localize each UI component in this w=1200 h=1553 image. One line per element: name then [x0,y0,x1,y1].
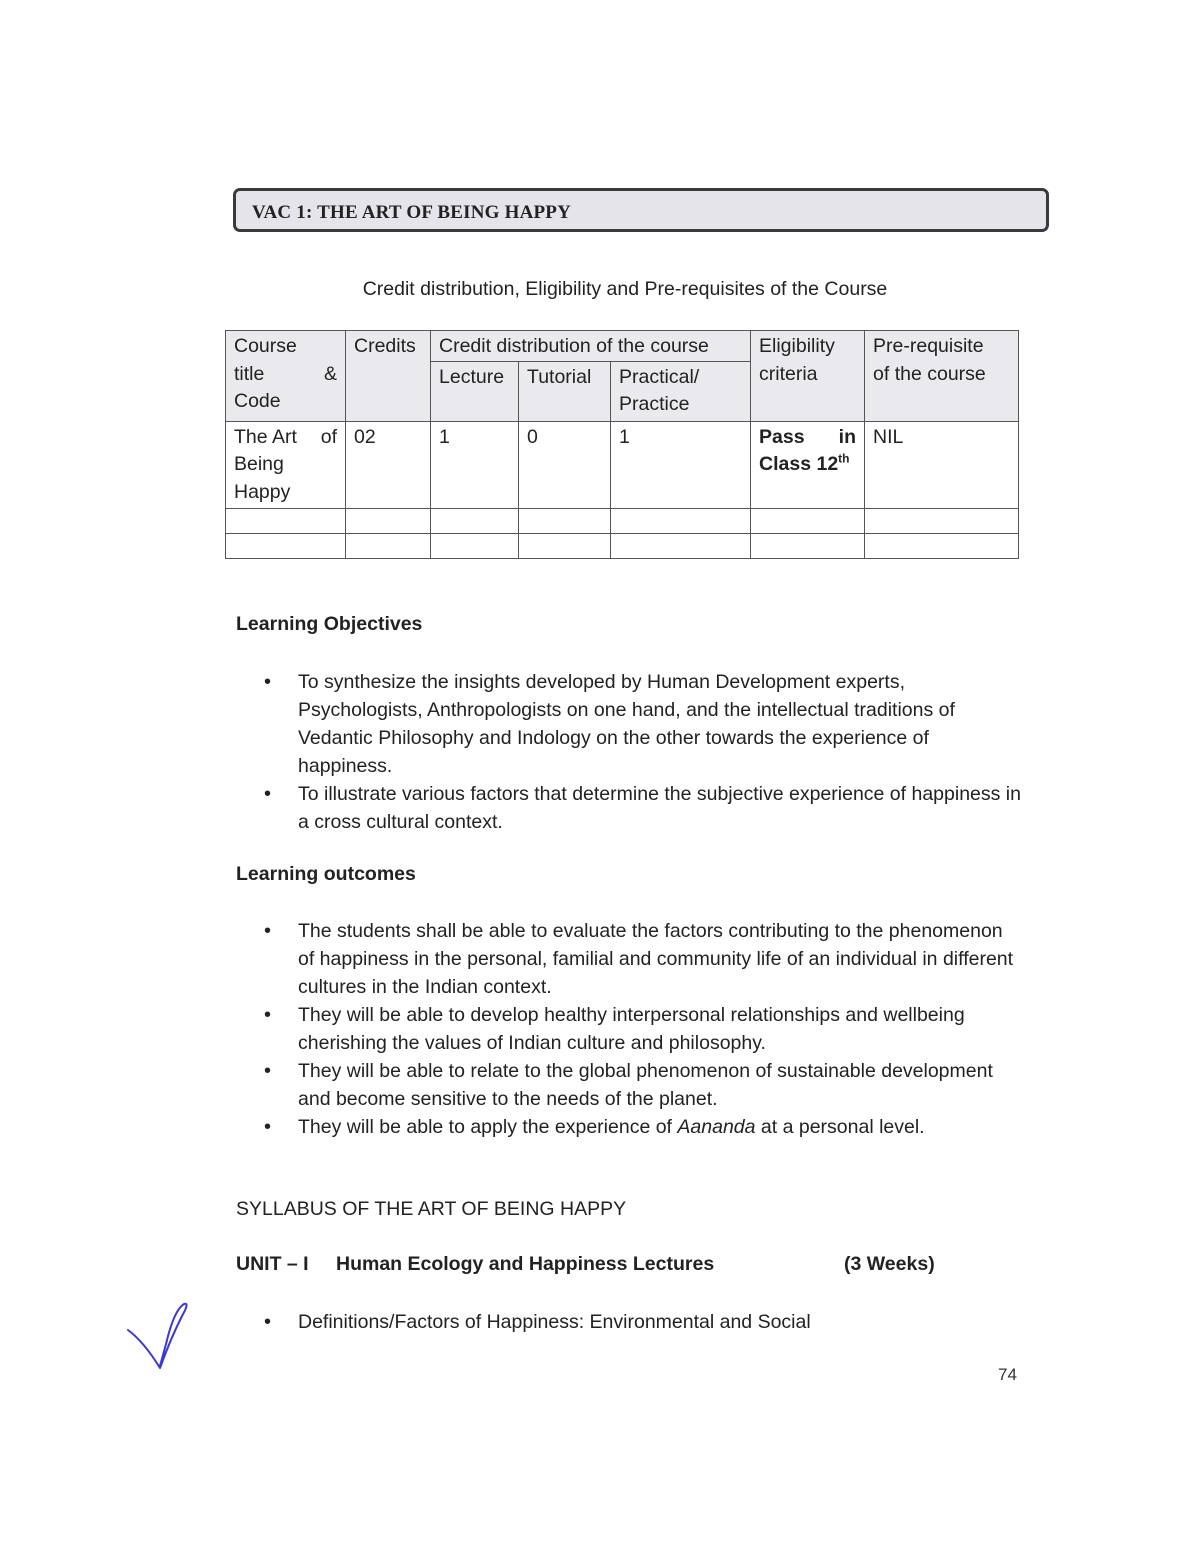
cell-tutorial: 0 [519,421,611,509]
unit-topics-list [264,1308,1024,1336]
unit-duration: (3 Weeks) [844,1253,935,1275]
syllabus-title: SYLLABUS OF THE ART OF BEING HAPPY [236,1198,627,1220]
table-row-empty [226,534,1019,559]
list-item: • They will be able to apply the experience of Aananda at a personal level. [264,1113,1024,1141]
header-eligibility: Eligibility criteria [751,331,865,422]
cell-prerequisite: NIL [865,421,1019,509]
list-item: • They will be able to develop healthy interpersonal relationships and wellbeing cherishing the values of Indian culture and philosophy. [264,1001,1024,1057]
list-item: • They will be able to relate to the global phenomenon of sustainable development and become sensitive to the needs of the planet. [264,1057,1024,1113]
learning-outcomes-heading: Learning outcomes [236,863,416,885]
cell-lecture: 1 [431,421,519,509]
cell-course-title: The Art of Being Happy [226,421,346,509]
table-header-row [226,331,1019,362]
header-credit-distribution: Credit distribution of the course [431,331,751,362]
table-caption: Credit distribution, Eligibility and Pre-requisites of the Course [362,278,888,300]
course-title-box [233,188,1049,232]
header-course-title: Course title & Code [226,331,346,422]
unit-title: Human Ecology and Happiness Lectures [336,1253,715,1275]
list-item: • To synthesize the insights developed by Human Development experts, Psychologists, Anthropologists on one hand, and the intellectual traditions of Vedantic Philosophy and Indology on the other towards the experience of happiness. [264,668,1024,780]
learning-outcomes-list [264,917,1024,1141]
page-number: 74 [998,1365,1017,1384]
unit-number: UNIT – I [236,1253,309,1275]
cell-eligibility: Pass in Class 12th [751,421,865,509]
header-practical: Practical/ Practice [611,361,751,421]
table-row-empty [226,509,1019,534]
header-lecture: Lecture [431,361,519,421]
header-credits: Credits [346,331,431,422]
list-item: • The students shall be able to evaluate the factors contributing to the phenomenon of happiness in the personal, familial and community life of an individual in different cultures in the Indian context. [264,917,1024,1001]
header-tutorial: Tutorial [519,361,611,421]
list-item: • To illustrate various factors that determine the subjective experience of happiness in a cross cultural context. [264,780,1024,836]
list-item: • Definitions/Factors of Happiness: Environmental and Social [264,1308,1024,1336]
header-prerequisite: Pre-requisite of the course [865,331,1019,422]
handwritten-tick-icon [126,1300,196,1372]
learning-objectives-heading: Learning Objectives [236,613,423,635]
learning-objectives-list [264,668,1024,836]
course-title: VAC 1: THE ART OF BEING HAPPY [252,202,572,223]
cell-practical: 1 [611,421,751,509]
credit-distribution-table [225,330,1019,559]
cell-credits: 02 [346,421,431,509]
table-row [226,421,1019,509]
